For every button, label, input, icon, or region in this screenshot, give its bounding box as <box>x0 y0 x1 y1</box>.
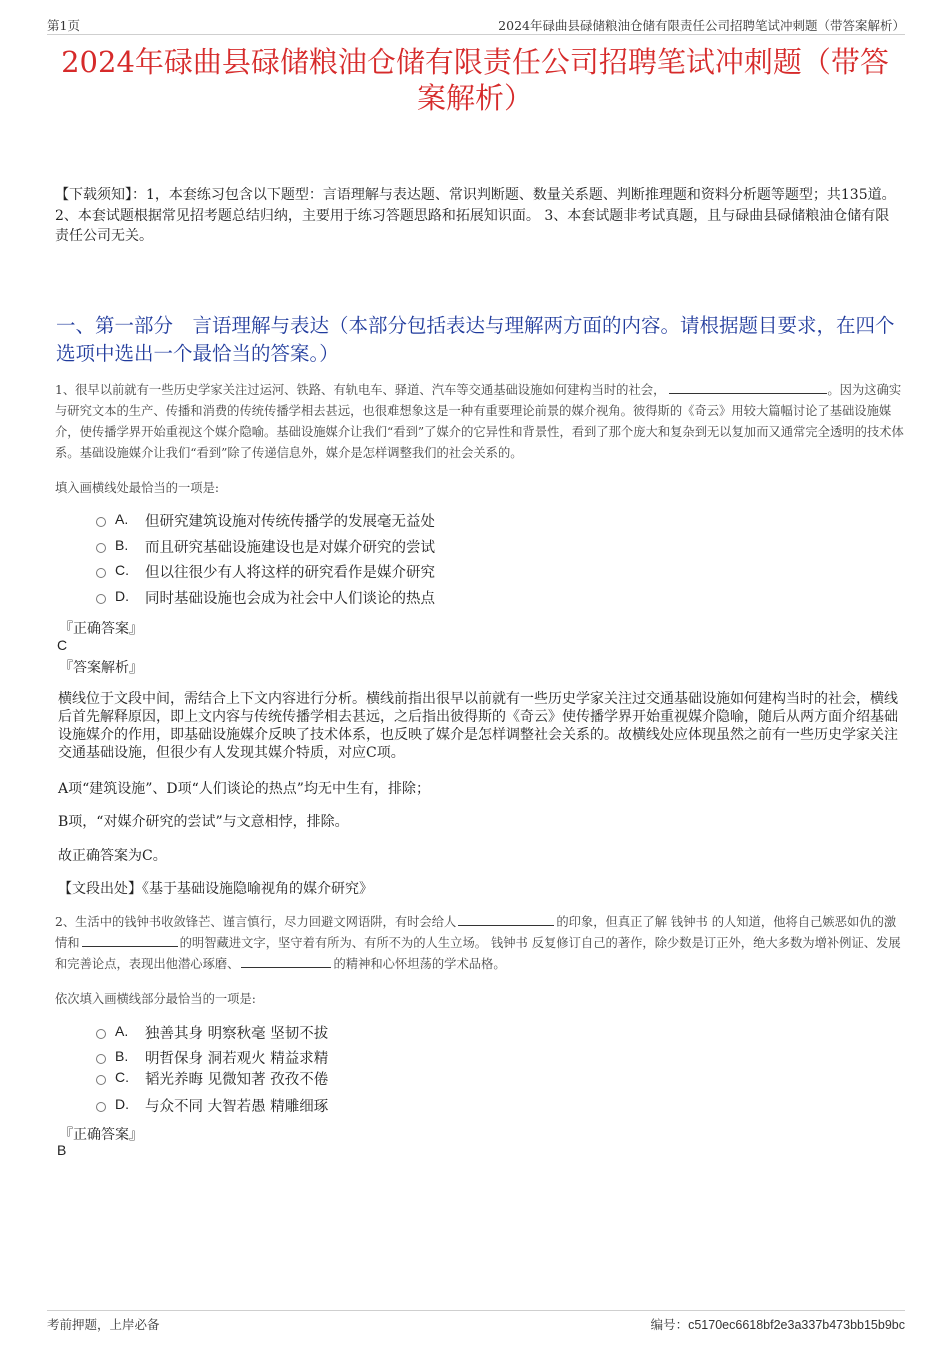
analysis-conclusion: 故正确答案为C。 <box>58 848 167 864</box>
correct-answer-label: 『正确答案』 <box>59 1127 143 1143</box>
question-2-prompt: 依次填入画横线部分最恰当的一项是: <box>55 992 256 1006</box>
fill-blank <box>669 381 827 394</box>
analysis-exclude-ad: A项“建筑设施”、D项“人们谈论的热点”均无中生有，排除； <box>58 781 430 797</box>
fill-blank <box>458 913 554 926</box>
download-notice: 【下载须知】：1，本套练习包含以下题型：言语理解与表达题、常识判断题、数量关系题、判断推理题和资料分析题等题型；共135道。 2、本套试题根据常见招考题总结归纳，主要用于练习答题思路和拓展知识面。 3、本套试题非考试真题，且与碌曲县碌储粮油仓储有限责任公司无关。 <box>55 187 896 244</box>
answer-analysis-label: 『答案解析』 <box>59 660 143 676</box>
correct-answer: B <box>57 1142 67 1158</box>
page-header <box>47 14 905 35</box>
document-code: 编号：c5170ec6618bf2e3a337b473bb15b9bc <box>650 1317 905 1332</box>
radio-icon[interactable] <box>96 543 106 553</box>
correct-answer-label: 『正确答案』 <box>59 621 143 637</box>
question-1-prompt: 填入画横线处最恰当的一项是: <box>55 481 220 495</box>
fill-blank <box>241 955 331 968</box>
radio-icon[interactable] <box>96 1029 106 1039</box>
correct-answer: C <box>57 637 68 653</box>
question-1-stem-part-b: 。因为这确实与研究文本的生产、传播和消费的传统传播学相去甚远，也很难想象这是一种有重要理论前景的媒介视角。彼得斯的《奇云》用较大篇幅讨论了基础设施媒介，使传播学界开始重视这个媒介隐喻。基础设施媒介让我们“看到”了媒介的它异性和背景性，看到了那个庞大和复杂到无以复加而又通常完全透明的技术体系。基础设施媒介让我们“看到”除了传递信息外，媒介是怎样调整我们的社会关系的。 <box>55 383 904 460</box>
radio-icon[interactable] <box>96 594 106 604</box>
source-citation: 【文段出处】《基于基础设施隐喻视角的媒介研究》 <box>58 881 373 897</box>
document-title: 2024年碌曲县碌储粮油仓储有限责任公司招聘笔试冲刺题（带答案解析） <box>61 45 889 115</box>
page-number: 第1页 <box>47 18 80 33</box>
page-footer <box>47 1310 905 1335</box>
header-doc-name: 2024年碌曲县碌储粮油仓储有限责任公司招聘笔试冲刺题（带答案解析） <box>498 18 905 33</box>
radio-icon[interactable] <box>96 517 106 527</box>
section-title: 一、第一部分 言语理解与表达（本部分包括表达与理解两方面的内容。请根据题目要求，在四个选项中选出一个最恰当的答案。） <box>56 314 895 365</box>
question-1-stem <box>55 380 905 464</box>
radio-icon[interactable] <box>96 1102 106 1112</box>
analysis-exclude-b: B项，“对媒介研究的尝试”与文意相悖，排除。 <box>58 814 349 830</box>
answer-analysis: 横线位于文段中间，需结合上下文内容进行分析。横线前指出很早以前就有一些历史学家关注过交通基础设施如何建构当时的社会，横线后首先解释原因，即上文内容与传统传播学相去甚远，之后指出彼得斯的《奇云》使传播学界开始重视媒介隐喻，随后从两方面介绍基础设施媒介的作用，即基础设施媒介反映了技术体系，也反映了媒介是怎样调整社会关系的。故横线处应体现虽然之前有一些历史学家关注交通基础设施，但很少有人发现其媒介特质，对应C项。 <box>58 691 898 761</box>
radio-icon[interactable] <box>96 1075 106 1085</box>
footer-slogan: 考前押题，上岸必备 <box>47 1317 160 1332</box>
question-2-stem: 2、生活中的钱钟书收敛锋芒、谨言慎行，尽力回避文网语阱，有时会给人 的印象，但真正了解 钱钟书 的人知道，他将自己嫉恶如仇的激情和 的明智藏进文字，坚守着有所为、有所不为的人生立场。 钱钟书 反复修订自己的著作，除少数是订正外，绝大多数为增补例证、发展和完善论点，表现出他潜心琢磨、 的精神和心怀坦荡的学术品格。 <box>55 915 901 971</box>
question-1-stem-part-a: 1、很早以前就有一些历史学家关注过运河、铁路、有轨电车、驿道、汽车等交通基础设施如何建构当时的社会， <box>55 383 666 397</box>
radio-icon[interactable] <box>96 1054 106 1064</box>
fill-blank <box>82 934 178 947</box>
radio-icon[interactable] <box>96 568 106 578</box>
